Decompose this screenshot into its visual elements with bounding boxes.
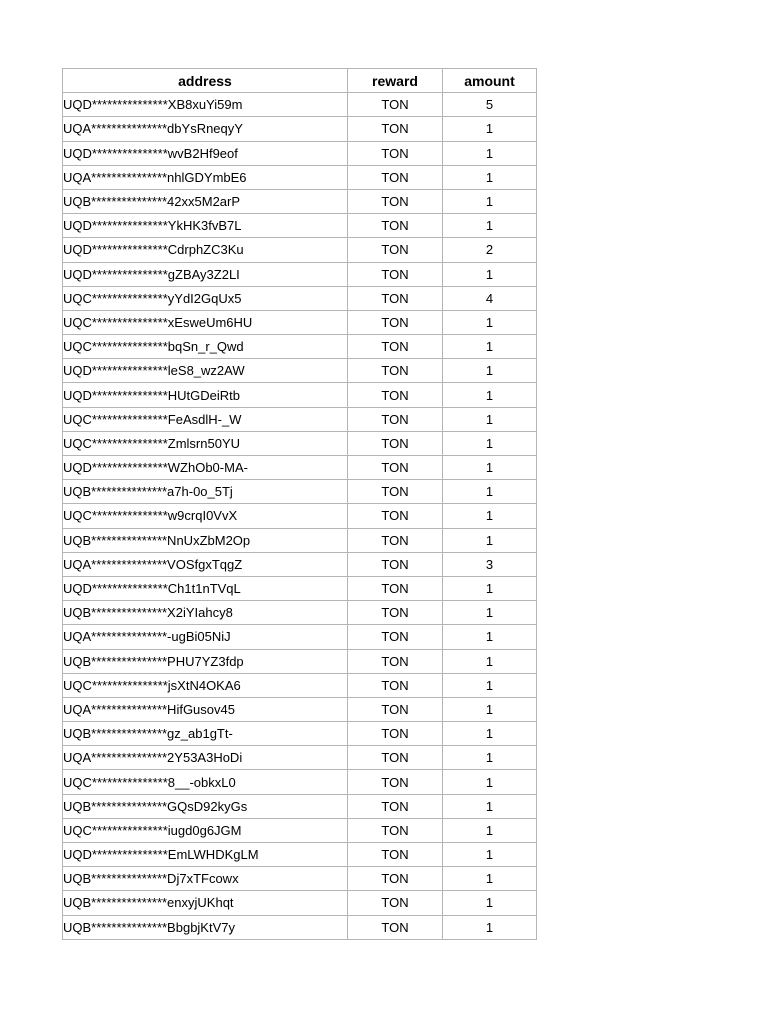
table-row bbox=[63, 359, 537, 383]
amount-cell: 1 bbox=[443, 117, 537, 141]
address-cell: UQC***************yYdI2GqUx5 bbox=[63, 286, 348, 310]
amount-cell: 1 bbox=[443, 528, 537, 552]
reward-cell: TON bbox=[348, 310, 443, 334]
table-row bbox=[63, 818, 537, 842]
reward-cell: TON bbox=[348, 189, 443, 213]
table-row bbox=[63, 189, 537, 213]
address-cell: UQD***************EmLWHDKgLM bbox=[63, 843, 348, 867]
table-row bbox=[63, 649, 537, 673]
address-cell: UQB***************GQsD92kyGs bbox=[63, 794, 348, 818]
reward-cell: TON bbox=[348, 673, 443, 697]
reward-cell: TON bbox=[348, 359, 443, 383]
reward-cell: TON bbox=[348, 891, 443, 915]
table-row bbox=[63, 697, 537, 721]
amount-cell: 1 bbox=[443, 891, 537, 915]
table-row bbox=[63, 601, 537, 625]
amount-cell: 1 bbox=[443, 649, 537, 673]
table-row bbox=[63, 843, 537, 867]
amount-cell: 1 bbox=[443, 141, 537, 165]
table-row bbox=[63, 794, 537, 818]
amount-cell: 1 bbox=[443, 770, 537, 794]
table-row bbox=[63, 770, 537, 794]
table-row bbox=[63, 262, 537, 286]
table-row bbox=[63, 141, 537, 165]
amount-cell: 1 bbox=[443, 262, 537, 286]
address-cell: UQA***************nhlGDYmbE6 bbox=[63, 165, 348, 189]
address-cell: UQB***************BbgbjKtV7y bbox=[63, 915, 348, 939]
amount-cell: 1 bbox=[443, 407, 537, 431]
reward-cell: TON bbox=[348, 697, 443, 721]
amount-cell: 1 bbox=[443, 867, 537, 891]
table-header-row bbox=[63, 69, 537, 93]
amount-cell: 1 bbox=[443, 310, 537, 334]
reward-cell: TON bbox=[348, 286, 443, 310]
amount-cell: 1 bbox=[443, 431, 537, 455]
reward-cell: TON bbox=[348, 722, 443, 746]
column-header-amount: amount bbox=[443, 69, 537, 93]
address-cell: UQB***************NnUxZbM2Op bbox=[63, 528, 348, 552]
reward-cell: TON bbox=[348, 504, 443, 528]
table-row bbox=[63, 165, 537, 189]
amount-cell: 2 bbox=[443, 238, 537, 262]
column-header-address: address bbox=[63, 69, 348, 93]
table-row bbox=[63, 117, 537, 141]
reward-cell: TON bbox=[348, 843, 443, 867]
address-cell: UQD***************gZBAy3Z2LI bbox=[63, 262, 348, 286]
address-cell: UQB***************enxyjUKhqt bbox=[63, 891, 348, 915]
address-cell: UQB***************Dj7xTFcowx bbox=[63, 867, 348, 891]
reward-cell: TON bbox=[348, 528, 443, 552]
address-cell: UQC***************bqSn_r_Qwd bbox=[63, 335, 348, 359]
amount-cell: 1 bbox=[443, 915, 537, 939]
reward-cell: TON bbox=[348, 601, 443, 625]
amount-cell: 3 bbox=[443, 552, 537, 576]
amount-cell: 1 bbox=[443, 722, 537, 746]
amount-cell: 1 bbox=[443, 335, 537, 359]
address-cell: UQD***************CdrphZC3Ku bbox=[63, 238, 348, 262]
table-row bbox=[63, 238, 537, 262]
amount-cell: 1 bbox=[443, 214, 537, 238]
amount-cell: 1 bbox=[443, 601, 537, 625]
amount-cell: 1 bbox=[443, 625, 537, 649]
reward-cell: TON bbox=[348, 818, 443, 842]
address-cell: UQD***************HUtGDeiRtb bbox=[63, 383, 348, 407]
table-row bbox=[63, 480, 537, 504]
address-cell: UQB***************PHU7YZ3fdp bbox=[63, 649, 348, 673]
rewards-table bbox=[62, 68, 537, 940]
address-cell: UQC***************xEsweUm6HU bbox=[63, 310, 348, 334]
address-cell: UQC***************Zmlsrn50YU bbox=[63, 431, 348, 455]
reward-cell: TON bbox=[348, 214, 443, 238]
amount-cell: 1 bbox=[443, 746, 537, 770]
address-cell: UQC***************FeAsdlH-_W bbox=[63, 407, 348, 431]
table-row bbox=[63, 625, 537, 649]
address-cell: UQA***************dbYsRneqyY bbox=[63, 117, 348, 141]
address-cell: UQA***************2Y53A3HoDi bbox=[63, 746, 348, 770]
amount-cell: 1 bbox=[443, 456, 537, 480]
table-row bbox=[63, 431, 537, 455]
reward-cell: TON bbox=[348, 335, 443, 359]
address-cell: UQD***************leS8_wz2AW bbox=[63, 359, 348, 383]
amount-cell: 1 bbox=[443, 480, 537, 504]
amount-cell: 1 bbox=[443, 189, 537, 213]
reward-cell: TON bbox=[348, 480, 443, 504]
reward-cell: TON bbox=[348, 383, 443, 407]
address-cell: UQD***************Ch1t1nTVqL bbox=[63, 576, 348, 600]
amount-cell: 1 bbox=[443, 383, 537, 407]
amount-cell: 5 bbox=[443, 93, 537, 117]
table-row bbox=[63, 286, 537, 310]
reward-cell: TON bbox=[348, 915, 443, 939]
address-cell: UQA***************VOSfgxTqgZ bbox=[63, 552, 348, 576]
address-cell: UQA***************HifGusov45 bbox=[63, 697, 348, 721]
table-row bbox=[63, 576, 537, 600]
table-row bbox=[63, 722, 537, 746]
table-row bbox=[63, 310, 537, 334]
address-cell: UQD***************YkHK3fvB7L bbox=[63, 214, 348, 238]
reward-cell: TON bbox=[348, 576, 443, 600]
reward-cell: TON bbox=[348, 262, 443, 286]
address-cell: UQD***************XB8xuYi59m bbox=[63, 93, 348, 117]
reward-cell: TON bbox=[348, 165, 443, 189]
address-cell: UQB***************42xx5M2arP bbox=[63, 189, 348, 213]
amount-cell: 1 bbox=[443, 673, 537, 697]
address-cell: UQD***************wvB2Hf9eof bbox=[63, 141, 348, 165]
table-row bbox=[63, 504, 537, 528]
table-row bbox=[63, 746, 537, 770]
table-row bbox=[63, 383, 537, 407]
amount-cell: 1 bbox=[443, 794, 537, 818]
address-cell: UQD***************WZhOb0-MA- bbox=[63, 456, 348, 480]
reward-cell: TON bbox=[348, 649, 443, 673]
reward-cell: TON bbox=[348, 794, 443, 818]
reward-cell: TON bbox=[348, 625, 443, 649]
table-row bbox=[63, 915, 537, 939]
address-cell: UQA***************-ugBi05NiJ bbox=[63, 625, 348, 649]
column-header-reward: reward bbox=[348, 69, 443, 93]
address-cell: UQC***************jsXtN4OKA6 bbox=[63, 673, 348, 697]
reward-cell: TON bbox=[348, 431, 443, 455]
table-row bbox=[63, 552, 537, 576]
table-row bbox=[63, 214, 537, 238]
address-cell: UQC***************w9crqI0VvX bbox=[63, 504, 348, 528]
table-row bbox=[63, 867, 537, 891]
table-row bbox=[63, 407, 537, 431]
amount-cell: 1 bbox=[443, 697, 537, 721]
table-row bbox=[63, 93, 537, 117]
amount-cell: 1 bbox=[443, 165, 537, 189]
address-cell: UQB***************X2iYIahcy8 bbox=[63, 601, 348, 625]
amount-cell: 1 bbox=[443, 504, 537, 528]
address-cell: UQC***************iugd0g6JGM bbox=[63, 818, 348, 842]
table-row bbox=[63, 528, 537, 552]
table-row bbox=[63, 891, 537, 915]
address-cell: UQC***************8__-obkxL0 bbox=[63, 770, 348, 794]
amount-cell: 4 bbox=[443, 286, 537, 310]
amount-cell: 1 bbox=[443, 359, 537, 383]
reward-cell: TON bbox=[348, 141, 443, 165]
table-row bbox=[63, 673, 537, 697]
table-row bbox=[63, 335, 537, 359]
reward-cell: TON bbox=[348, 552, 443, 576]
reward-cell: TON bbox=[348, 770, 443, 794]
reward-cell: TON bbox=[348, 407, 443, 431]
reward-cell: TON bbox=[348, 456, 443, 480]
amount-cell: 1 bbox=[443, 843, 537, 867]
reward-cell: TON bbox=[348, 867, 443, 891]
reward-cell: TON bbox=[348, 93, 443, 117]
table-row bbox=[63, 456, 537, 480]
address-cell: UQB***************a7h-0o_5Tj bbox=[63, 480, 348, 504]
address-cell: UQB***************gz_ab1gTt- bbox=[63, 722, 348, 746]
amount-cell: 1 bbox=[443, 818, 537, 842]
reward-cell: TON bbox=[348, 117, 443, 141]
reward-cell: TON bbox=[348, 238, 443, 262]
reward-cell: TON bbox=[348, 746, 443, 770]
amount-cell: 1 bbox=[443, 576, 537, 600]
